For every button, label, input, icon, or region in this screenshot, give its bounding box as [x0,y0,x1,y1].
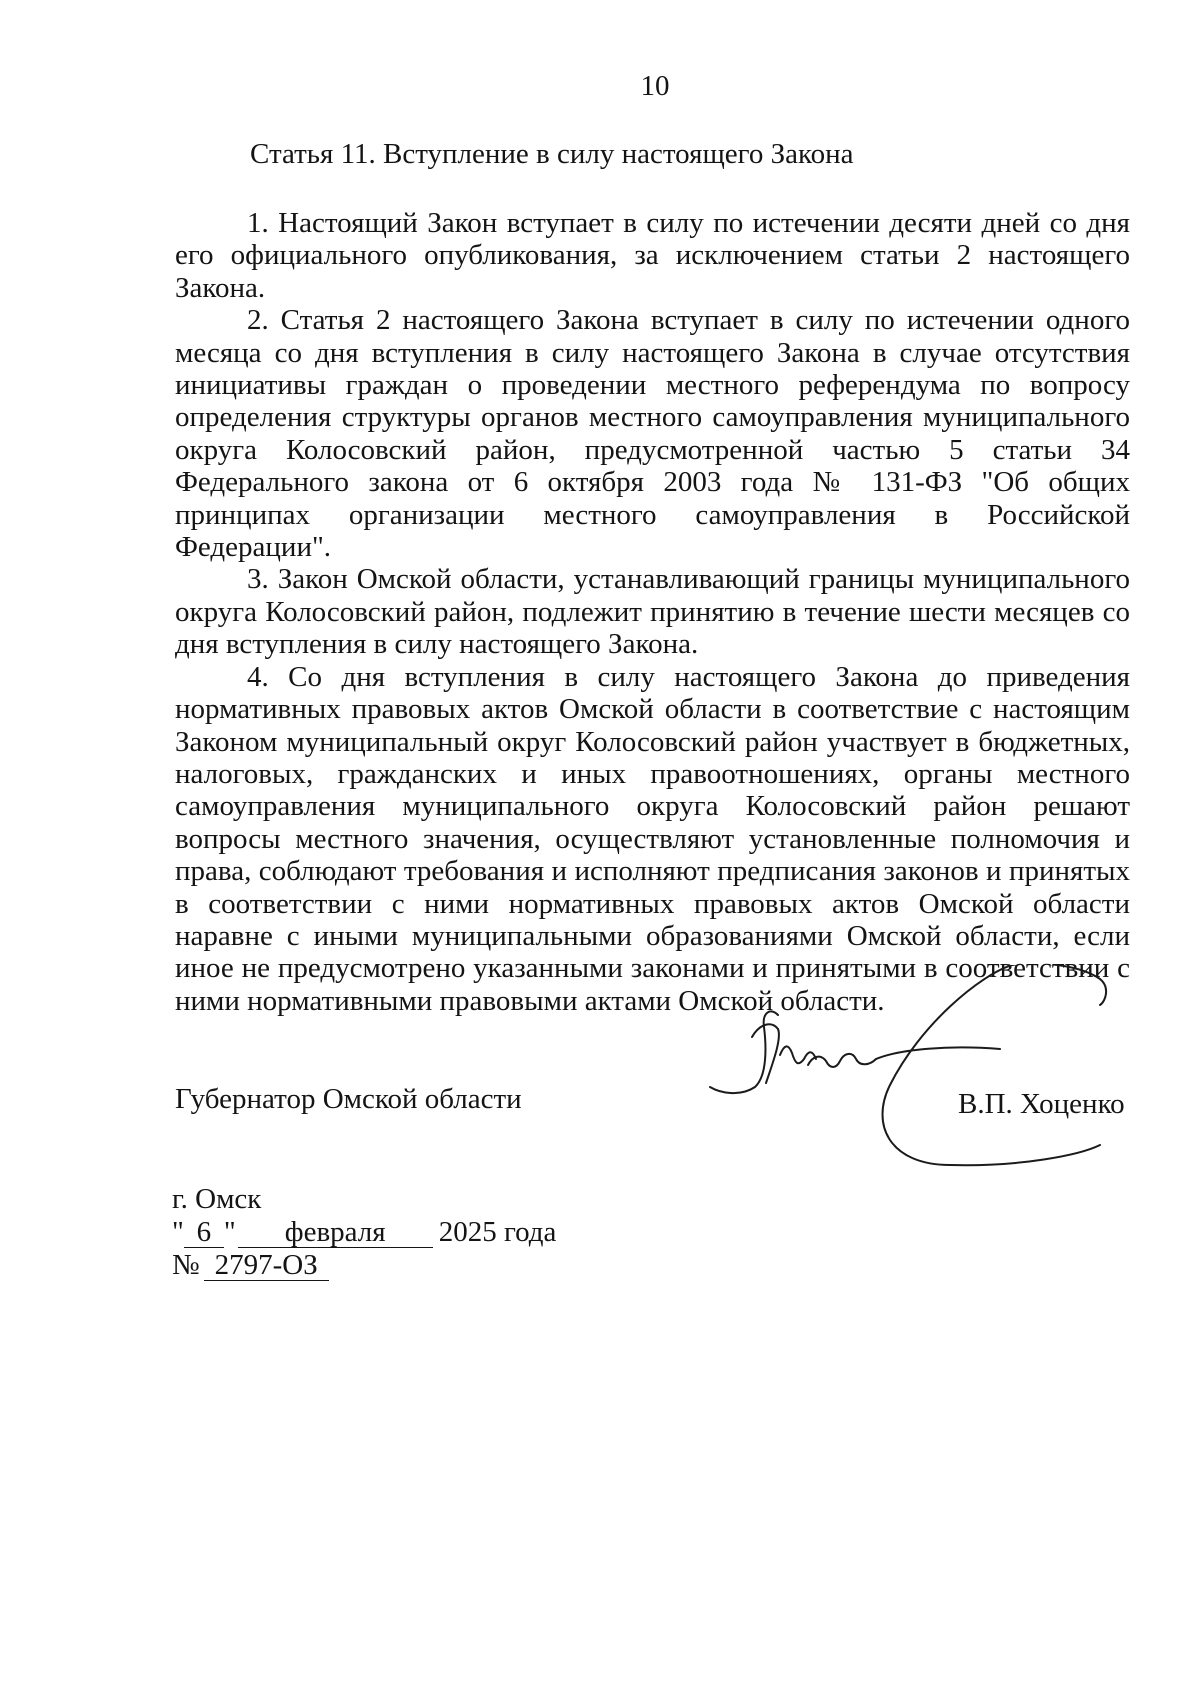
date-month: февраля [238,1217,433,1248]
signing-date [172,1216,556,1249]
paragraph-2: 2. Статья 2 настоящего Закона вступает в силу по истечении одного месяца со дня вступления в силу настоящего Закона в случае отсутствия инициативы граждан о проведении местного референдума по вопросу определения структуры органов местного самоуправления муниципального округа Колосовский район, предусмотренной частью 5 статьи 34 Федерального закона от 6 октября 2003 года № 131-ФЗ "Об общих принципах организации местного самоуправления в Российской Федерации". [175,304,1130,564]
article-body [175,207,1130,1017]
paragraph-1: 1. Настоящий Закон вступает в силу по истечении десяти дней со дня его официального опубликования, за исключением статьи 2 настоящего Закона. [175,207,1130,304]
page-number: 10 [640,70,670,102]
date-quote-open: " [172,1216,184,1248]
paragraph-4: 4. Со дня вступления в силу настоящего Закона до приведения нормативных правовых актов Омской области в соответствие с настоящим Законом муниципальный округ Колосовский район участвует в бюджетных, налоговых, гражданских и иных правоотношениях, органы местного самоуправления муниципального округа Колосовский район решают вопросы местного значения, осуществляют установленные полномочия и права, соблюдают требования и исполняют предписания законов и принятых в соответствии с ними нормативных правовых актов Омской области наравне с иными муниципальными образованиями Омской области, если иное не предусмотрено указанными законами и принятыми в соответствии с ними нормативными правовыми актами Омской области. [175,660,1130,1017]
signing-city: г. Омск [172,1183,262,1215]
date-quote-close: " [223,1216,236,1248]
handwritten-signature [700,965,1110,1175]
law-number-value: 2797-ОЗ [204,1250,329,1281]
paragraph-3: 3. Закон Омской области, устанавливающий границы муниципального округа Колосовский район, подлежит принятию в течение шести месяцев со дня вступления в силу настоящего Закона. [175,563,1130,661]
article-title: Статья 11. Вступление в силу настоящего Закона [250,138,854,170]
date-day: 6 [184,1217,224,1248]
signatory-name: В.П. Хоценко [958,1088,1125,1120]
signatory-position: Губернатор Омской области [175,1083,522,1115]
number-sign: № [172,1249,200,1281]
date-year: 2025 года [438,1216,557,1248]
law-number [172,1249,329,1282]
